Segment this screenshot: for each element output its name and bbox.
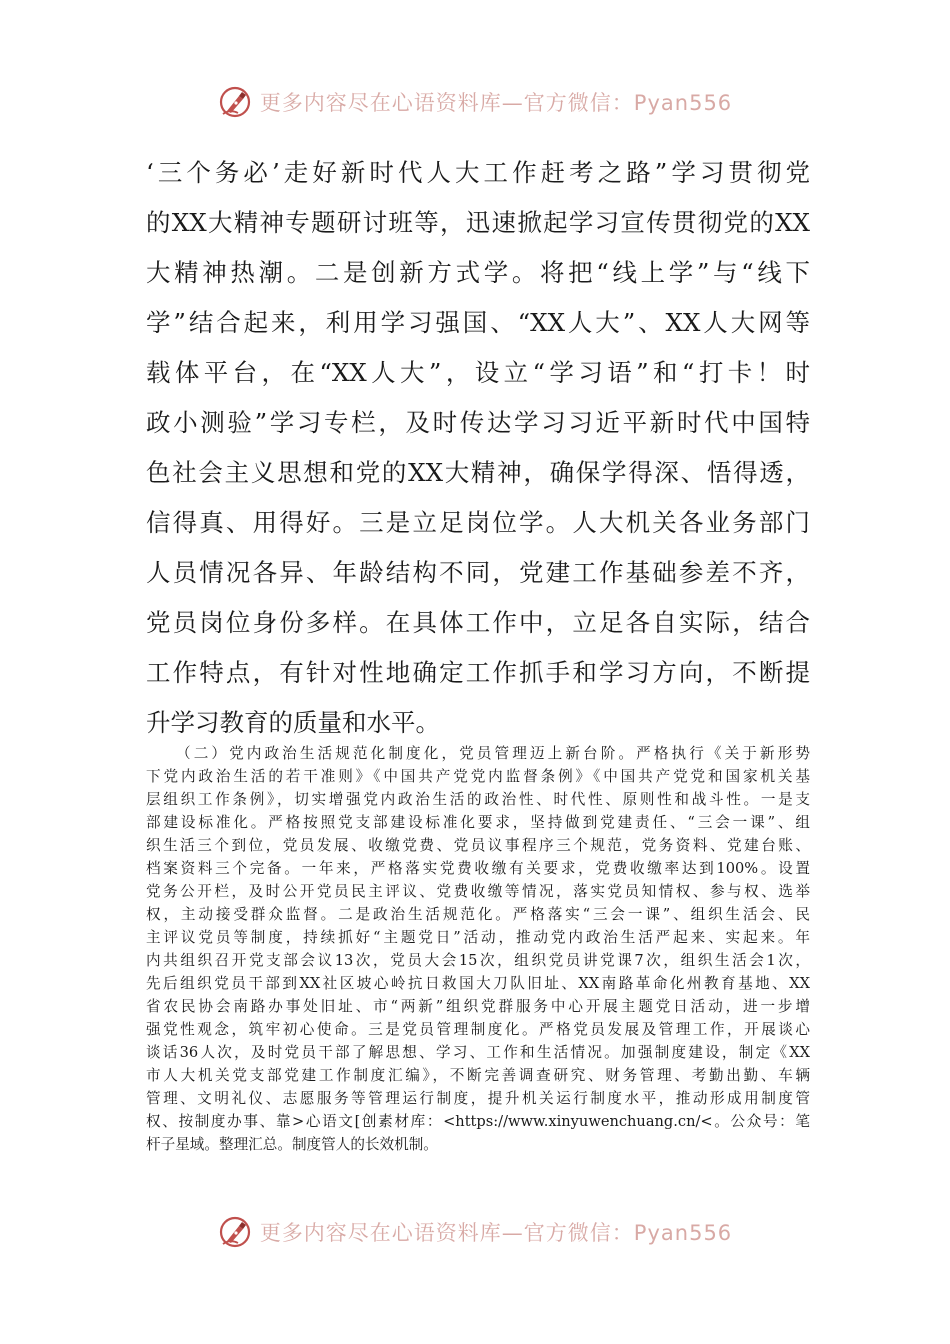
text-line: （二）党内政治生活规范化制度化，党员管理迈上新台阶。严格执行《关于新形势 [176,745,810,762]
text-line: 主评议党员等制度，持续抓好“主题党日”活动，推动党内政治生活严起来、实起来。年 [146,929,810,946]
banner-text: 更多内容尽在心语资料库—官方微信：Pyan556 [259,91,733,115]
footer-banner [0,1210,950,1254]
text-line: 大精神热潮。二是创新方式学。将把“线上学”与“线下 [146,258,810,287]
text-line: 权，主动接受群众监督。二是政治生活规范化。严格落实“三会一课”、组织生活会、民 [146,906,810,923]
banner-text: 更多内容尽在心语资料库—官方微信：Pyan556 [259,1221,733,1245]
text-line: 层组织工作条例》，切实增强党内政治生活的政治性、时代性、原则性和战斗性。一是支 [146,791,810,808]
text-line: 先后组织党员干部到XX社区坡心岭抗日救国大刀队旧址、XX南路革命化州教育基地、XX [146,975,810,992]
text-line: 强党性观念，筑牢初心使命。三是党员管理制度化。严格党员发展及管理工作，开展谈心 [146,1021,810,1038]
text-line: 省农民协会南路办事处旧址、市“两新”组织党群服务中心开展主题党日活动，进一步增 [146,998,810,1015]
text-line: 信得真、用得好。三是立足岗位学。人大机关各业务部门 [146,508,810,537]
text-line: 内共组织召开党支部会议13次，党员大会15次，组织党员讲党课7次，组织生活会1次， [146,952,810,969]
text-line: 党员岗位身份多样。在具体工作中，立足各自实际，结合 [146,608,810,637]
pen-nib-logo-icon [218,1215,252,1249]
text-line: 杆子星域。整理汇总。制度管人的长效机制。 [146,1136,438,1153]
text-line: 载体平台，在“XX人大”，设立“学习语”和“打卡！时 [146,358,810,387]
text-line: 管理、文明礼仪、志愿服务等管理运行制度，提升机关运行制度水平，推动形成用制度管 [146,1090,810,1107]
body-large-paragraph [146,148,810,748]
text-line: 档案资料三个完备。一年来，严格落实党费收缴有关要求，党费收缴率达到100%。设置 [146,860,810,877]
text-line: 学”结合起来，利用学习强国、“XX人大”、XX人大网等 [146,308,810,337]
text-line: 市人大机关党支部党建工作制度汇编》，不断完善调查研究、财务管理、考勤出勤、车辆 [146,1067,810,1084]
text-line: 的XX大精神专题研讨班等，迅速掀起学习宣传贯彻党的XX [146,208,810,237]
text-line: 人员情况各异、年龄结构不同，党建工作基础参差不齐， [146,558,810,587]
text-line: 谈话36人次，及时党员干部了解思想、学习、工作和生活情况。加强制度建设，制定《XX [146,1044,810,1061]
text-line: 下党内政治生活的若干准则》《中国共产党党内监督条例》《中国共产党党和国家机关基 [146,768,810,785]
text-line: ‘三个务必’走好新时代人大工作赶考之路”学习贯彻党 [146,158,810,187]
text-line: 部建设标准化。严格按照党支部建设标准化要求，坚持做到党建责任、“三会一课”、组 [146,814,810,831]
text-line: 工作特点，有针对性地确定工作抓手和学习方向，不断提 [146,658,810,687]
text-line: 织生活三个到位，党员发展、收缴党费、党员议事程序三个规范，党务资料、党建台账、 [146,837,810,854]
pen-nib-logo-icon [218,85,252,119]
header-banner [0,80,950,124]
text-line: 政小测验”学习专栏，及时传达学习习近平新时代中国特 [146,408,810,437]
text-line: 党务公开栏，及时公开党员民主评议、党费收缴等情况，落实党员知情权、参与权、选举 [146,883,810,900]
body-small-paragraph [146,742,810,1156]
text-line: 权、按制度办事、靠>心语文[创素材库：<https://www.xinyuwenchuang.cn/<。公众号：笔 [146,1113,810,1130]
text-line: 色社会主义思想和党的XX大精神，确保学得深、悟得透， [146,458,810,487]
text-line: 升学习教育的质量和水平。 [146,708,440,737]
